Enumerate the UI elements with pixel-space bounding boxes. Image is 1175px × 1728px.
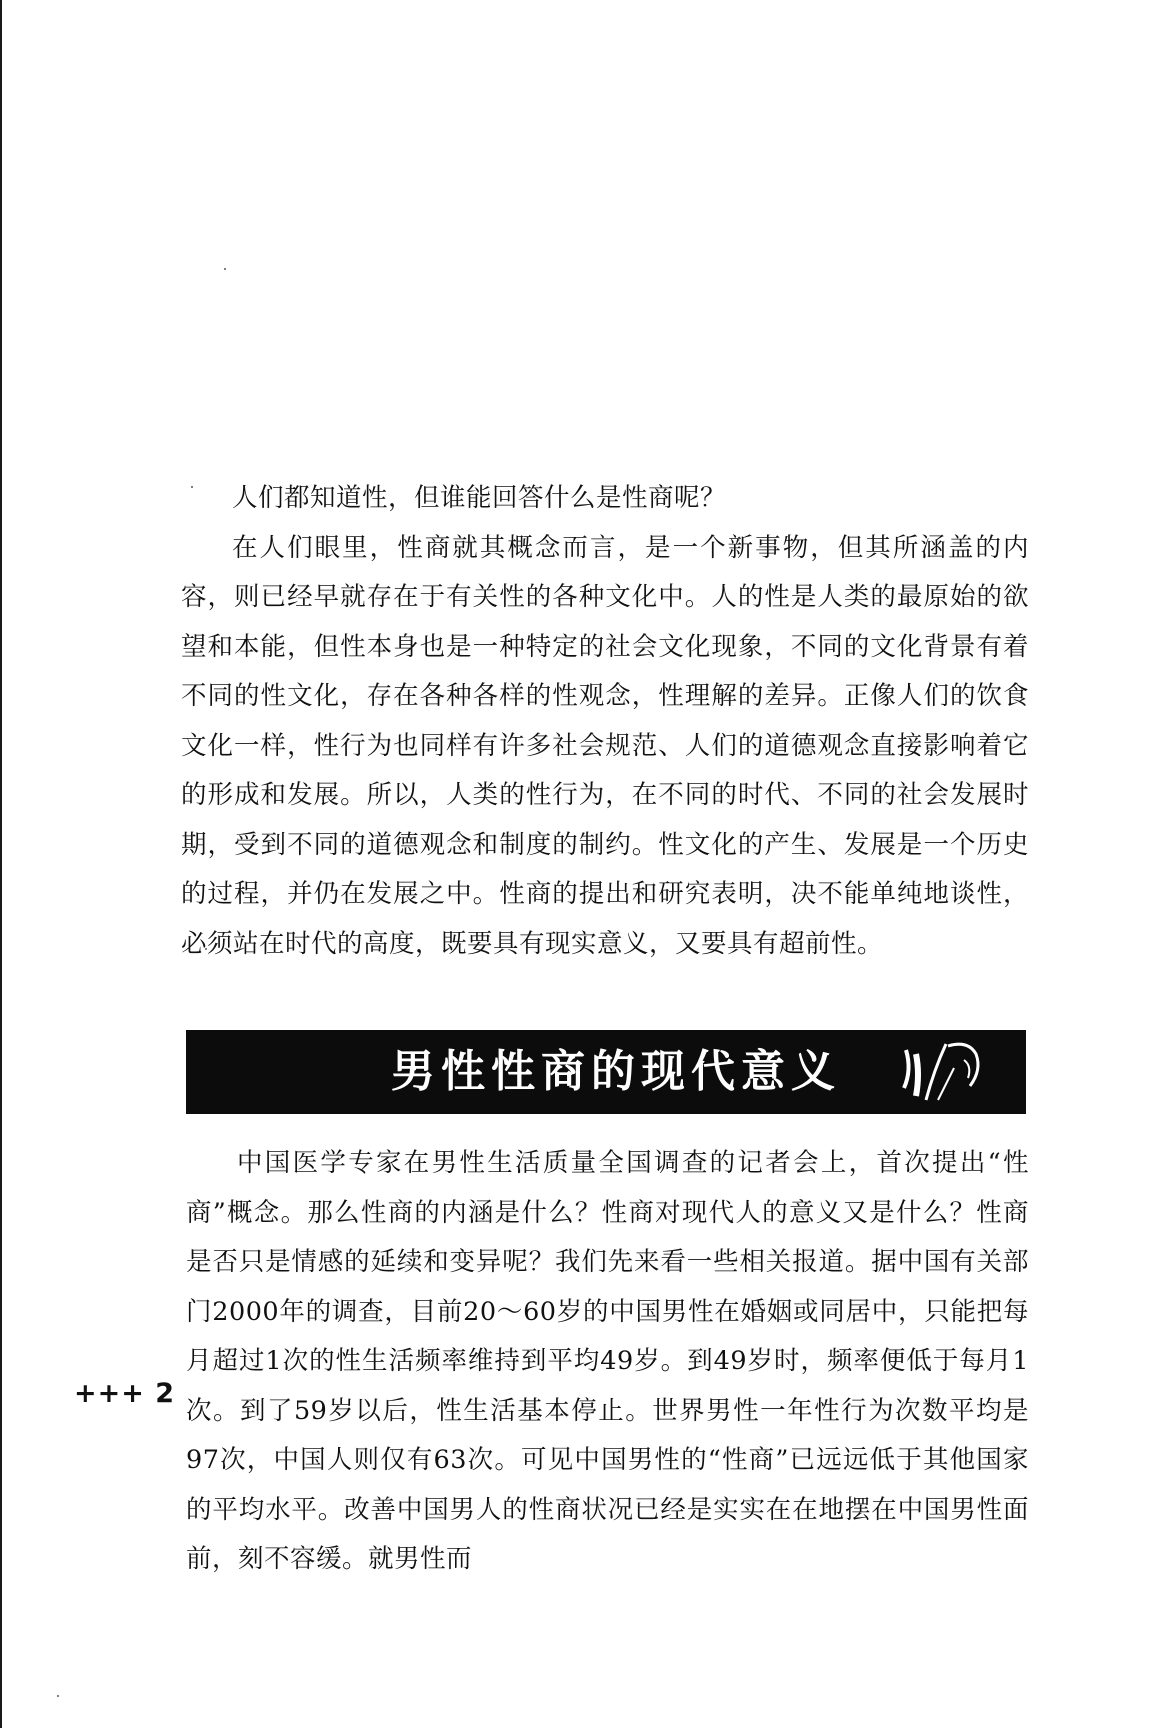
paragraph: 在人们眼里，性商就其概念而言，是一个新事物，但其所涵盖的内容，则已经早就存在于有关性的各种文化中。人的性是人类的最原始的欲望和本能，但性本身也是一种特定的社会文化现象，不同的文化背景有着不同的性文化，存在各种各样的性观念，性理解的差异。正像人们的饮食文化一样，性行为也同样有许多社会规范、人们的道德观念直接影响着它的形成和发展。所以，人类的性行为，在不同的时代、不同的社会发展时期，受到不同的道德观念和制度的制约。性文化的产生、发展是一个历史的过程，并仍在发展之中。性商的提出和研究表明，决不能单纯地谈性，必须站在时代的高度，既要具有现实意义，又要具有超前性。 — [181, 532, 1029, 959]
paragraph: 中国医学专家在男性生活质量全国调查的记者会上，首次提出“性商”概念。那么性商的内涵是什么？性商对现代人的意义又是什么？性商是否只是情感的延续和变异呢？我们先来看一些相关报道。据中国有关部门2000年的调查，目前20～60岁的中国男性在婚姻或同居中，只能把每月超过1次的性生活频率维持到平均49岁。到49岁时，频率便低于每月1次。到了59岁以后，性生活基本停止。世界男性一年性行为次数平均是97次，中国人则仅有63次。可见中国男性的“性商”已远远低于其他国家的平均水平。改善中国男人的性商状况已经是实实在在地摆在中国男性面前，刻不容缓。就男性而 — [186, 1148, 1029, 1574]
paragraph: 人们都知道性，但谁能回答什么是性商呢？ — [232, 483, 727, 513]
figure-ornament-icon — [886, 1030, 1006, 1114]
main-section — [186, 1139, 1029, 1585]
section-heading: 男性性商的现代意义 — [391, 1046, 841, 1097]
scan-speck — [57, 1695, 59, 1697]
intro-section — [181, 474, 1029, 969]
scan-speck — [224, 268, 226, 270]
section-heading-banner — [186, 1030, 1026, 1114]
page-number: +++ 2 — [74, 1378, 176, 1409]
page-left-edge — [0, 0, 2, 1728]
